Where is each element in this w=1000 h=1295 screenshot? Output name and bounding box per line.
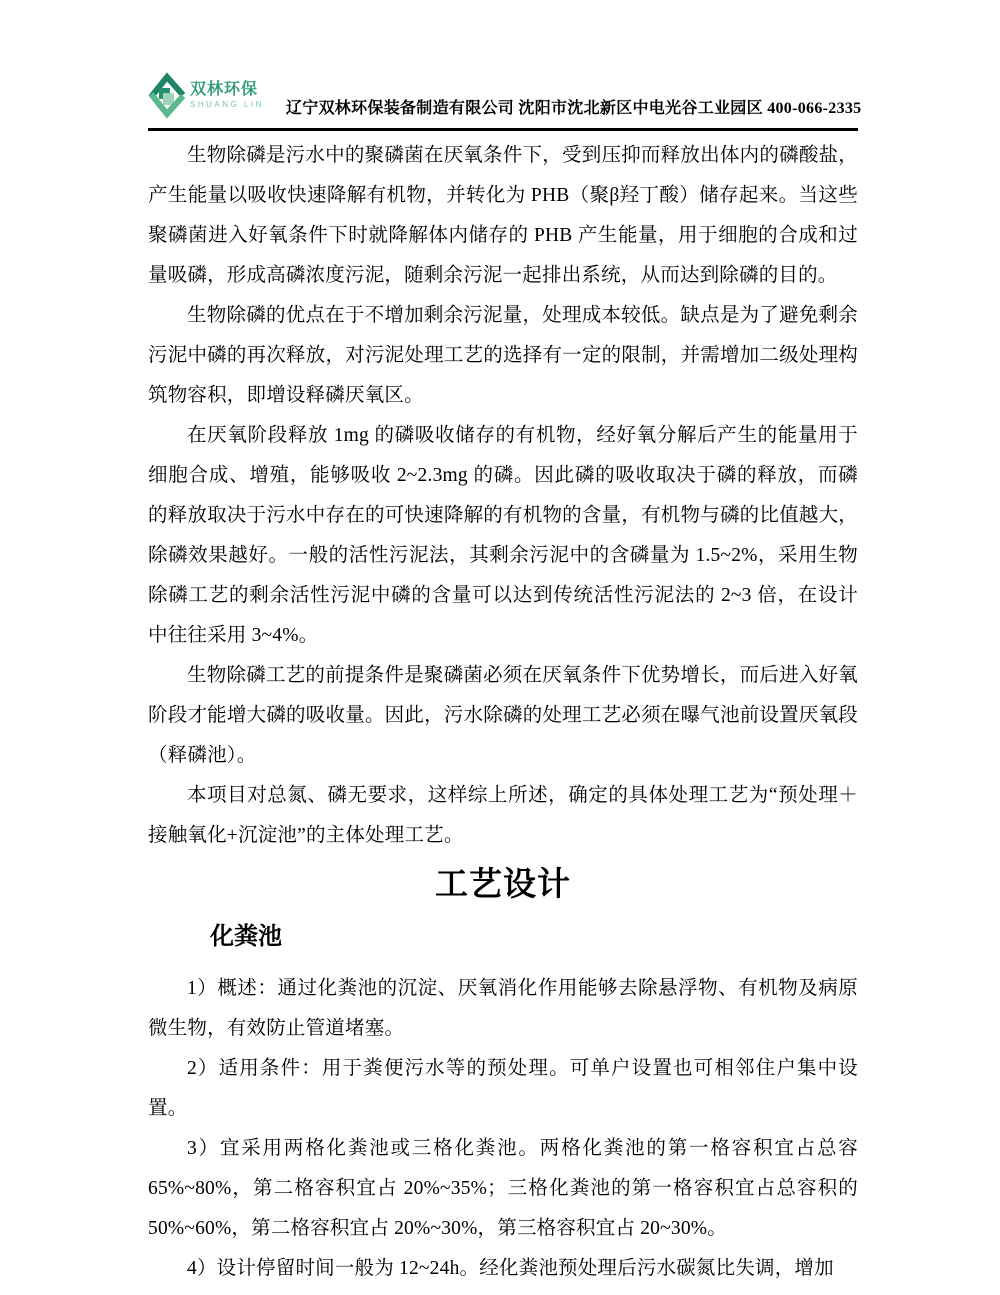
list-item-tank-compartments: 3）宜采用两格化粪池或三格化粪池。两格化粪池的第一格容积宜占总容65%~80%，第二格容积宜占 20%~35%；三格化粪池的第一格容积宜占总容积的50%~60%，第二格容积宜占 20%~30%，第三格容积宜占 20~30%。 (148, 1137, 858, 1239)
list-item-applicable-conditions: 2）适用条件：用于粪便污水等的预处理。可单户设置也可相邻住户集中设置。 (148, 1057, 858, 1119)
document-body (148, 131, 858, 1289)
list-item-retention-time: 4）设计停留时间一般为 12~24h。经化粪池预处理后污水碳氮比失调，增加 (187, 1257, 834, 1279)
list-item-overview: 1）概述：通过化粪池的沉淀、厌氧消化作用能够去除悬浮物、有机物及病原微生物，有效防止管道堵塞。 (148, 977, 858, 1039)
logo-text (190, 82, 264, 109)
company-info-line: 辽宁双林环保装备制造有限公司 沈阳市沈北新区中电光谷工业园区 400-066-2335 (285, 100, 862, 117)
company-logo (148, 70, 264, 120)
paragraph-anaerobic-release: 在厌氧阶段释放 1mg 的磷吸收储存的有机物，经好氧分解后产生的能量用于细胞合成、增殖，能够吸收 2~2.3mg 的磷。因此磷的吸收取决于磷的释放，而磷的释放取决于污水中存在的可快速降解的有机物的含量，有机物与磷的比值越大，除磷效果越好。一般的活性污泥法，其剩余污泥中的含磷量为 1.5~2%，采用生物除磷工艺的剩余活性污泥中磷的含量可以达到传统活性污泥法的 2~3 倍，在设计中往往采用 3~4%。 (148, 424, 858, 646)
logo-name-cn: 双林环保 (190, 80, 259, 98)
logo-name-en: SHUANG LIN (190, 99, 264, 109)
paragraph-precondition: 生物除磷工艺的前提条件是聚磷菌必须在厌氧条件下优势增长，而后进入好氧阶段才能增大磷的吸收量。因此，污水除磷的处理工艺必须在曝气池前设置厌氧段（释磷池）。 (148, 664, 858, 766)
paragraph-project-conclusion: 本项目对总氮、磷无要求，这样综上所述，确定的具体处理工艺为“预处理＋接触氧化+沉淀池”的主体处理工艺。 (148, 784, 858, 846)
subsection-title-septic-tank: 化粪池 (210, 923, 282, 950)
section-title-process-design: 工艺设计 (435, 866, 571, 903)
paragraph-bio-phosphorus-intro: 生物除磷是污水中的聚磷菌在厌氧条件下，受到压抑而释放出体内的磷酸盐，产生能量以吸收快速降解有机物，并转化为 PHB（聚β羟丁酸）储存起来。当这些聚磷菌进入好氧条件下时就降解体内储存的 PHB 产生能量，用于细胞的合成和过量吸磷，形成高磷浓度污泥，随剩余污泥一起排出系统，从而达到除磷的目的。 (148, 144, 858, 286)
logo-mark-icon (148, 70, 186, 120)
page-header (148, 64, 862, 120)
paragraph-advantages: 生物除磷的优点在于不增加剩余污泥量，处理成本较低。缺点是为了避免剩余污泥中磷的再次释放，对污泥处理工艺的选择有一定的限制，并需增加二级处理构筑物容积，即增设释磷厌氧区。 (148, 304, 858, 406)
